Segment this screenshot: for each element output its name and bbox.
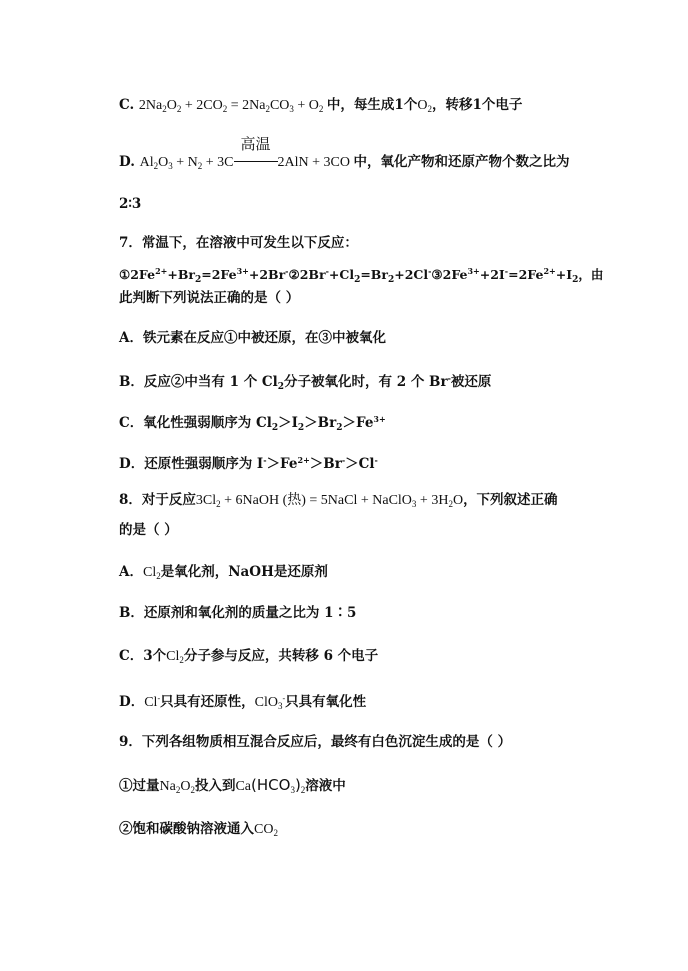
option-label: D. [119, 154, 135, 170]
reaction-1: $①2Fe^{2+}+Br_2=2Fe^{3+}+2Br^-$ [119, 266, 289, 285]
q8-option-c: C．3个$Cl_2$分子参与反应，共转移 6 个电子 [119, 648, 379, 665]
q9-stem: 9．下列各组物质相互混合反应后，最终有白色沉淀生成的是（ ） [119, 734, 512, 750]
option-text: 中，氧化产物和还原产物个数之比为 [353, 154, 570, 170]
q7-option-c: C．氧化性强弱顺序为 $Cl_2>I_2>Br_2>Fe^{3+}$ [119, 414, 386, 433]
reaction-arrow [234, 135, 278, 172]
q9-item-1: ①过量$Na_2O_2$投入到$Ca(HCO_3)_2$溶液中 [119, 776, 346, 795]
q7-reactions [119, 262, 603, 289]
q7-option-a: A．铁元素在反应①中被还原，在③中被氧化 [119, 330, 386, 346]
equation: $Al_2O_3 + N_2 + 3C$ 高温 2AlN + 3CO [139, 135, 350, 171]
q7-option-b: B．反应②中当有 1 个 $Cl_2$分子被氧化时，有 2 个 Br-被还原 [119, 373, 492, 392]
option-d-q6-continued: 2∶3 [119, 196, 142, 212]
q7-stem-2: 此判断下列说法正确的是（ ） [119, 290, 300, 306]
reaction-condition: 高温 [240, 135, 271, 153]
q7-option-d: D．还原性强弱顺序为 $I^->Fe^{2+}>Br^->Cl^-$ [119, 455, 378, 472]
option-text: 中，每生成1个 [326, 97, 418, 113]
q9-item-2: ②饱和碳酸钠溶液通入$CO_2$ [119, 821, 278, 838]
reaction-3: $③2Fe^{3+}+2I^-=2Fe^{2+}+I_2$，由 [431, 266, 604, 285]
q8-option-d: D．Cl-只具有还原性，ClO$_3$-只具有氧化性 [119, 694, 367, 711]
q8-option-b: B．还原剂和氧化剂的质量之比为 1∶5 [119, 605, 357, 621]
q8-stem: 8．对于反应$3Cl_2$ + 6NaOH (热) = 5NaCl + NaClO$_3$ + $3H_2O$，下列叙述正确 [119, 492, 558, 509]
q8-stem-2: 的是（ ） [119, 522, 178, 538]
q7-stem: 7．常温下，在溶液中可发生以下反应： [119, 235, 358, 251]
reaction-2: $②2Br^-+Cl_2=Br_2+2Cl^-$ [288, 266, 432, 285]
option-c-q6 [119, 96, 522, 118]
option-d-q6 [119, 135, 570, 175]
equation: $2Na_2O_2 + 2CO_2 = 2Na_2CO_3 + O_2$ [138, 98, 324, 114]
formula-o2: $O_2$ [417, 98, 432, 114]
equation: $3Cl_2$ + 6NaOH (热) = 5NaCl + NaClO$_3$ + $3H_2O$ [195, 493, 464, 509]
option-label: C. [119, 97, 135, 113]
option-text-2: ，转移1个电子 [431, 97, 523, 113]
q8-option-a: A．$Cl_2$是氧化剂，NaOH是还原剂 [119, 564, 328, 581]
